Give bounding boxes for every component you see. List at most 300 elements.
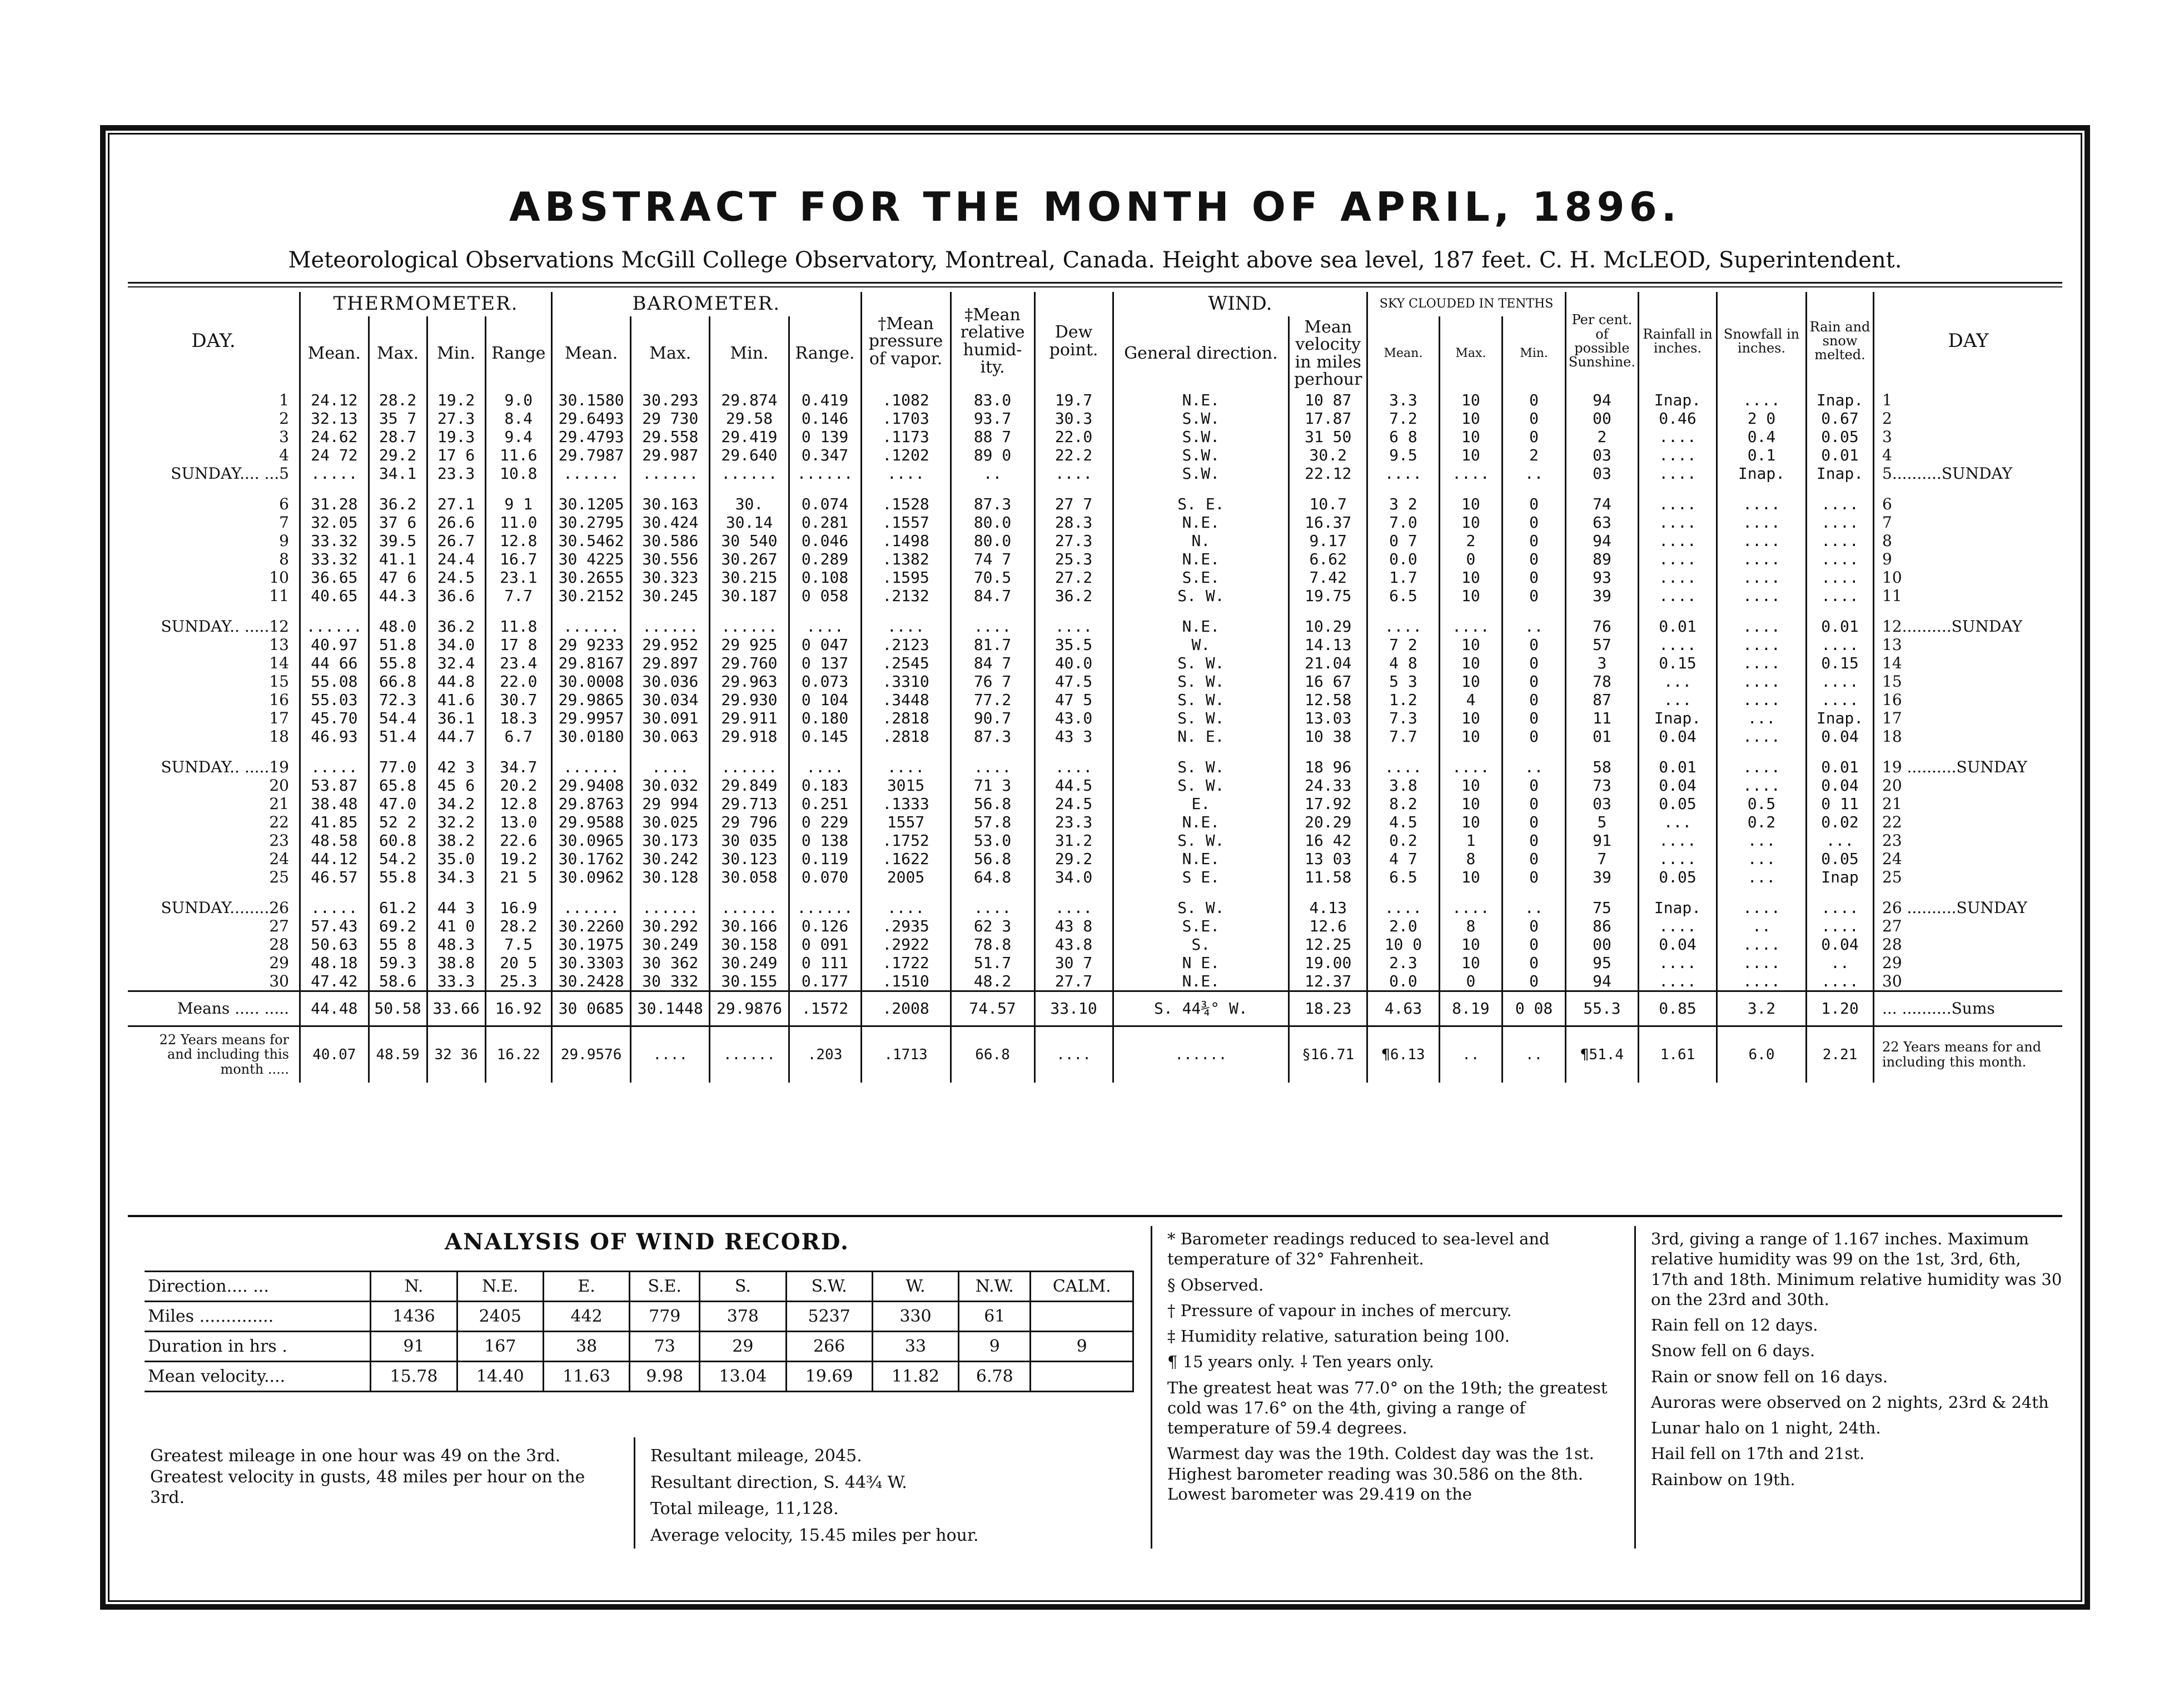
table-cell: 33.10	[1034, 991, 1113, 1026]
table-cell: ....	[1639, 483, 1717, 513]
table-cell: 13.0	[485, 813, 552, 831]
table-cell: 32.05	[300, 513, 369, 532]
table-cell: 30.323	[631, 568, 710, 587]
table-cell: 0.67	[1807, 409, 1874, 428]
table-cell: 0.85	[1639, 991, 1717, 1026]
table-cell: 4	[1439, 691, 1503, 709]
table-cell: 6.0	[1717, 1026, 1807, 1083]
table-cell: 9	[279, 531, 289, 550]
table-cell: 61.2	[369, 886, 427, 917]
table-cell: 12.6	[1289, 917, 1367, 935]
table-cell: 7.7	[485, 587, 552, 605]
table-cell: 30 332	[631, 972, 710, 991]
table-cell: 16	[1874, 691, 2063, 709]
table-cell: 12.8	[485, 532, 552, 550]
table-cell: 10	[1439, 935, 1503, 954]
means-row	[128, 991, 2062, 1026]
table-cell: 30.166	[710, 917, 789, 935]
table-cell: 5237	[786, 1302, 872, 1332]
table-cell: 10	[1439, 587, 1503, 605]
table-cell: Inap.	[1639, 886, 1717, 917]
table-cell: 29.8167	[552, 654, 631, 672]
table-cell: ... ..........Sums	[1874, 991, 2063, 1026]
table-cell: 29.9588	[552, 813, 631, 831]
table-cell: ....	[1367, 464, 1439, 483]
table-cell: ....	[1639, 954, 1717, 972]
table-cell: 16 67	[1289, 672, 1367, 691]
table-cell: ...	[1807, 831, 1874, 850]
table-cell: 30.242	[631, 850, 710, 868]
table-cell: 18	[1874, 727, 2063, 746]
table-cell: §16.71	[1289, 1026, 1367, 1083]
col-vapor: †Mean pressure of vapor.	[861, 292, 951, 391]
table-cell: 0 111	[789, 954, 861, 972]
table-cell: 43.8	[1034, 935, 1113, 954]
col-b-mean: Mean.	[552, 316, 631, 391]
table-cell: 9.98	[630, 1362, 700, 1392]
table-cell: 33	[872, 1332, 958, 1362]
table-cell: 0.126	[789, 917, 861, 935]
table-cell: 30.2152	[552, 587, 631, 605]
table-cell: 31.2	[1034, 831, 1113, 850]
table-cell: 91	[1565, 831, 1638, 850]
table-cell: ....	[1034, 746, 1113, 776]
table-cell: 46.93	[300, 727, 369, 746]
table-cell: 18 96	[1289, 746, 1367, 776]
table-cell: N.E.	[457, 1272, 543, 1302]
table-cell: 10	[1874, 568, 2063, 587]
table-cell: ....	[951, 886, 1034, 917]
table-cell: 10	[1439, 813, 1503, 831]
table-cell: 29.419	[710, 428, 789, 446]
group-sky: SKY CLOUDED IN TENTHS	[1367, 292, 1566, 316]
table-cell: 17	[269, 708, 289, 727]
table-cell: ..	[1503, 1026, 1566, 1083]
table-cell: 78	[1565, 672, 1638, 691]
table-cell: 9	[1874, 550, 2063, 568]
table-cell: 44.3	[369, 587, 427, 605]
table-cell: 29.760	[710, 654, 789, 672]
table-cell: 74	[1565, 483, 1638, 513]
table-cell: 8	[1874, 532, 2063, 550]
table-cell: 01	[1565, 727, 1638, 746]
table-cell: .1752	[861, 831, 951, 850]
table-cell: ....	[1034, 605, 1113, 636]
table-cell: ....	[1807, 483, 1874, 513]
table-cell: ....	[1717, 776, 1807, 795]
table-cell: 44.5	[1034, 776, 1113, 795]
table-cell: 94	[1565, 972, 1638, 991]
table-cell: 28	[1874, 935, 2063, 954]
table-cell: 1.61	[1639, 1026, 1717, 1083]
table-cell: 36.1	[427, 709, 485, 727]
table-cell: 0 137	[789, 654, 861, 672]
table-cell: 0.01	[1807, 605, 1874, 636]
group-barometer: BAROMETER.	[552, 292, 861, 316]
table-cell: 29.897	[631, 654, 710, 672]
table-cell: ....	[1807, 550, 1874, 568]
table-cell: S. W.	[1113, 709, 1289, 727]
table-cell: 0	[1503, 972, 1566, 991]
table-cell: ....	[1717, 587, 1807, 605]
table-cell: 69.2	[369, 917, 427, 935]
table-cell: 0	[1503, 795, 1566, 813]
table-cell: 34.7	[485, 746, 552, 776]
table-cell: 2.3	[1367, 954, 1439, 972]
table-cell: 0.145	[789, 727, 861, 746]
table-cell: 38.8	[427, 954, 485, 972]
document-sheet	[100, 125, 2090, 1610]
table-cell: .1703	[861, 409, 951, 428]
table-cell: 0 047	[789, 636, 861, 654]
table-cell: 10	[1439, 409, 1503, 428]
observations-body	[128, 391, 2062, 1083]
table-cell: 66.8	[951, 1026, 1034, 1083]
table-cell: ..	[1439, 1026, 1503, 1083]
table-cell: 31.28	[300, 483, 369, 513]
table-row	[128, 868, 2062, 886]
table-cell: 28.7	[369, 428, 427, 446]
table-cell: 30.063	[631, 727, 710, 746]
table-cell: ....	[1807, 636, 1874, 654]
table-cell: 29.558	[631, 428, 710, 446]
table-cell: 27.3	[427, 409, 485, 428]
table-cell: 33.32	[300, 550, 369, 568]
table-cell: 30.2655	[552, 568, 631, 587]
table-cell: ....	[1807, 972, 1874, 991]
table-cell: 45.70	[300, 709, 369, 727]
table-cell: 19.69	[786, 1362, 872, 1392]
note-line: 3rd, giving a range of 1.167 inches. Maximum relative humidity was 99 on the 1st, 3rd, 6th, 17th and 18th. Minimum relative humidity was 30 on the 23rd and 30th.	[1651, 1229, 2062, 1309]
table-cell: 0.04	[1807, 776, 1874, 795]
table-cell: 24.12	[300, 391, 369, 409]
table-cell: ...	[1639, 672, 1717, 691]
table-cell: 29.2	[1034, 850, 1113, 868]
table-cell: 29.6493	[552, 409, 631, 428]
table-cell: ....	[1717, 654, 1807, 672]
table-cell: ....	[1717, 954, 1807, 972]
table-cell: 16.37	[1289, 513, 1367, 532]
table-cell: N.E.	[1113, 850, 1289, 868]
table-cell: 30.245	[631, 587, 710, 605]
table-cell	[1031, 1302, 1133, 1332]
table-cell: 30.7	[485, 691, 552, 709]
table-cell: 28.2	[369, 391, 427, 409]
table-cell: 0.0	[1367, 972, 1439, 991]
table-cell: 40.65	[300, 587, 369, 605]
resultant-box	[650, 1446, 1128, 1551]
table-cell: 9	[959, 1332, 1031, 1362]
table-cell: 70.5	[951, 568, 1034, 587]
note-line: Total mileage, 11,128.	[650, 1499, 839, 1519]
table-cell: 0.15	[1639, 654, 1717, 672]
table-cell: ....	[1807, 532, 1874, 550]
table-cell: 0.05	[1807, 428, 1874, 446]
table-cell: 93.7	[951, 409, 1034, 428]
col-sky-mean: Mean.	[1367, 316, 1439, 391]
table-cell: 14.40	[457, 1362, 543, 1392]
table-cell: 19 ..........SUNDAY	[1874, 746, 2063, 776]
table-cell: 44 66	[300, 654, 369, 672]
table-cell: .1713	[861, 1026, 951, 1083]
table-cell: 44.12	[300, 850, 369, 868]
table-cell: 3	[279, 427, 289, 446]
table-cell: Inap.	[1639, 709, 1717, 727]
table-cell: 76 7	[951, 672, 1034, 691]
table-cell: 0	[1503, 850, 1566, 868]
table-cell: N.E.	[1113, 972, 1289, 991]
table-cell: ...	[1717, 868, 1807, 886]
table-cell: 8.19	[1439, 991, 1503, 1026]
table-cell: 2005	[861, 868, 951, 886]
table-cell: 74 7	[951, 550, 1034, 568]
table-cell: 15.78	[371, 1362, 457, 1392]
table-cell: 30.14	[710, 513, 789, 532]
note-line: Rainbow on 19th.	[1651, 1470, 1795, 1489]
table-cell: 43.0	[1034, 709, 1113, 727]
table-cell: ....	[1717, 550, 1807, 568]
table-cell: 29.952	[631, 636, 710, 654]
table-cell: ....	[1639, 428, 1717, 446]
table-cell: 0.01	[1807, 746, 1874, 776]
table-cell: 39	[1565, 587, 1638, 605]
table-cell: 12.25	[1289, 935, 1367, 954]
table-cell: ....	[1367, 746, 1439, 776]
table-cell: ....	[1717, 636, 1807, 654]
table-cell: 3 2	[1367, 483, 1439, 513]
table-row	[128, 850, 2062, 868]
table-cell: 0.4	[1717, 428, 1807, 446]
table-cell: ....	[1717, 532, 1807, 550]
table-cell: 29.7987	[552, 446, 631, 464]
table-cell: 10	[1439, 391, 1503, 409]
note-line: Warmest day was the 19th. Coldest day was the 1st. Highest barometer reading was 30.586 on the 8th. Lowest barometer was 29.419 on the	[1167, 1444, 1594, 1503]
wind-row	[145, 1362, 1133, 1392]
table-cell: 5..........SUNDAY	[1874, 464, 2063, 483]
table-cell: ....	[1439, 746, 1503, 776]
table-cell: 0	[1503, 935, 1566, 954]
table-cell: ....	[1807, 587, 1874, 605]
table-cell: ....	[1439, 464, 1503, 483]
table-cell: ....	[1717, 568, 1807, 587]
table-cell: 30.293	[631, 391, 710, 409]
table-cell: 7	[1565, 850, 1638, 868]
table-cell: 00	[1565, 409, 1638, 428]
table-cell: ....	[1639, 831, 1717, 850]
table-cell: 26 ..........SUNDAY	[1874, 886, 2063, 917]
table-cell: 30.158	[710, 935, 789, 954]
table-cell: 30.128	[631, 868, 710, 886]
note-line: § Observed.	[1167, 1275, 1264, 1294]
table-cell: 28	[269, 935, 289, 954]
table-cell: S.E.	[1113, 917, 1289, 935]
table-cell: 56.8	[951, 795, 1034, 813]
table-cell: ....	[1439, 886, 1503, 917]
table-cell: 9	[1031, 1332, 1133, 1362]
table-cell: .2008	[861, 991, 951, 1026]
table-cell: ....	[1807, 513, 1874, 532]
note-line: Resultant mileage, 2045.	[650, 1446, 862, 1466]
footnote-divider-left	[1151, 1226, 1152, 1549]
table-cell: .2132	[861, 587, 951, 605]
table-cell: 10	[1439, 709, 1503, 727]
table-cell: ....	[1034, 464, 1113, 483]
table-cell: ......	[552, 464, 631, 483]
table-cell: 20	[1874, 776, 2063, 795]
table-cell: 25	[1874, 868, 2063, 886]
table-row	[128, 654, 2062, 672]
table-cell: N.E.	[1113, 605, 1289, 636]
table-cell: S.W.	[1113, 464, 1289, 483]
table-cell: ......	[710, 464, 789, 483]
table-cell: 54.4	[369, 709, 427, 727]
table-cell: 48.58	[300, 831, 369, 850]
table-cell: 10	[1439, 654, 1503, 672]
table-cell: 0.046	[789, 532, 861, 550]
table-cell: 30 035	[710, 831, 789, 850]
table-cell: 80.0	[951, 532, 1034, 550]
table-cell: 0.5	[1717, 795, 1807, 813]
table-cell: ....	[861, 605, 951, 636]
table-cell: 55 8	[369, 935, 427, 954]
table-cell: 36.65	[300, 568, 369, 587]
table-cell: 30.0965	[552, 831, 631, 850]
table-cell: Mean velocity....	[145, 1362, 371, 1392]
table-cell: 3.2	[1717, 991, 1807, 1026]
table-cell: W.	[1113, 636, 1289, 654]
table-cell: 1436	[371, 1302, 457, 1332]
table-cell: 10.8	[485, 464, 552, 483]
note-line: Rain or snow fell on 16 days.	[1651, 1367, 1888, 1386]
table-cell: S. W.	[1113, 776, 1289, 795]
table-cell: 27.3	[1034, 532, 1113, 550]
table-cell: S. W.	[1113, 746, 1289, 776]
table-cell: ....	[1439, 605, 1503, 636]
table-cell: 35.5	[1034, 636, 1113, 654]
table-cell: 84.7	[951, 587, 1034, 605]
table-cell: 45 6	[427, 776, 485, 795]
table-cell: 6.7	[485, 727, 552, 746]
table-cell: ......	[552, 605, 631, 636]
table-cell: 50.58	[369, 991, 427, 1026]
table-cell: 29 925	[710, 636, 789, 654]
table-cell: 29.640	[710, 446, 789, 464]
table-cell: 14	[269, 653, 289, 672]
table-cell: 6.5	[1367, 587, 1439, 605]
table-cell: 7.2	[1367, 409, 1439, 428]
table-cell: 20	[269, 776, 289, 795]
table-cell: ......	[789, 886, 861, 917]
table-cell: 29.8763	[552, 795, 631, 813]
table-cell: 17	[1874, 709, 2063, 727]
table-cell: 0.281	[789, 513, 861, 532]
table-cell: ......	[552, 886, 631, 917]
table-cell: 21.04	[1289, 654, 1367, 672]
table-cell: 30.2795	[552, 513, 631, 532]
table-cell: ..	[951, 464, 1034, 483]
col-day: DAY.	[191, 330, 236, 352]
table-cell: 0.05	[1807, 850, 1874, 868]
table-cell: 29.9957	[552, 709, 631, 727]
table-cell: 47.5	[1034, 672, 1113, 691]
table-cell: N.	[1113, 532, 1289, 550]
table-cell: 47.42	[300, 972, 369, 991]
table-row	[128, 886, 2062, 917]
table-cell: 38.2	[427, 831, 485, 850]
table-cell: 1.20	[1807, 991, 1874, 1026]
table-cell: 22.2	[1034, 446, 1113, 464]
table-cell: 0 08	[1503, 991, 1566, 1026]
table-cell: 30.267	[710, 550, 789, 568]
table-cell: ......	[631, 464, 710, 483]
col-day-right: DAY	[1874, 292, 2063, 391]
table-cell: 0	[1503, 672, 1566, 691]
table-cell: 30 362	[631, 954, 710, 972]
table-cell: 4.13	[1289, 886, 1367, 917]
table-cell: 30.249	[631, 935, 710, 954]
table-cell: 56.8	[951, 850, 1034, 868]
right-notes-box	[1651, 1229, 2062, 1495]
col-sunshine: Per cent. of possible Sunshine.	[1565, 292, 1638, 391]
table-cell: 4 7	[1367, 850, 1439, 868]
table-cell: 40.97	[300, 636, 369, 654]
wind-row	[145, 1332, 1133, 1362]
table-cell: 73	[630, 1332, 700, 1362]
table-cell: 0.347	[789, 446, 861, 464]
table-cell: 73	[1565, 776, 1638, 795]
table-cell: 0.2	[1717, 813, 1807, 831]
table-cell: 53.87	[300, 776, 369, 795]
table-cell: 0.04	[1639, 935, 1717, 954]
table-cell: ....	[1717, 886, 1807, 917]
table-cell: 36.2	[1034, 587, 1113, 605]
table-cell: 32.2	[427, 813, 485, 831]
table-cell: .1333	[861, 795, 951, 813]
table-cell: 22	[269, 812, 289, 831]
table-cell: 10 38	[1289, 727, 1367, 746]
table-cell: 266	[786, 1332, 872, 1362]
table-cell: .1622	[861, 850, 951, 868]
table-cell: 13	[269, 635, 289, 654]
table-cell: 0.289	[789, 550, 861, 568]
group-thermometer: THERMOMETER.	[300, 292, 552, 316]
table-row	[128, 446, 2062, 464]
table-cell: 29.4793	[552, 428, 631, 446]
table-cell: Duration in hrs .	[145, 1332, 371, 1362]
table-cell: 30.091	[631, 709, 710, 727]
table-cell: 2.21	[1807, 1026, 1874, 1083]
table-cell: 25	[269, 867, 289, 886]
table-cell: .1382	[861, 550, 951, 568]
col-sky-max: Max.	[1439, 316, 1503, 391]
table-cell: 0 11	[1807, 795, 1874, 813]
col-wind-vel: Mean velocity in miles perhour	[1289, 316, 1367, 391]
table-cell: ....	[1717, 935, 1807, 954]
table-cell: 7	[1874, 513, 2063, 532]
note-line: Resultant direction, S. 44¾ W.	[650, 1472, 907, 1492]
table-cell: 30	[1874, 972, 2063, 991]
table-cell: 41.85	[300, 813, 369, 831]
table-cell: E.	[543, 1272, 629, 1302]
table-cell: 30.2260	[552, 917, 631, 935]
table-cell: ......	[552, 746, 631, 776]
table-cell: 5	[1565, 813, 1638, 831]
table-cell: 38	[543, 1332, 629, 1362]
table-cell: 0.04	[1639, 727, 1717, 746]
col-sky-min: Min.	[1503, 316, 1566, 391]
table-cell: ....	[861, 464, 951, 483]
table-cell: 36.2	[427, 605, 485, 636]
